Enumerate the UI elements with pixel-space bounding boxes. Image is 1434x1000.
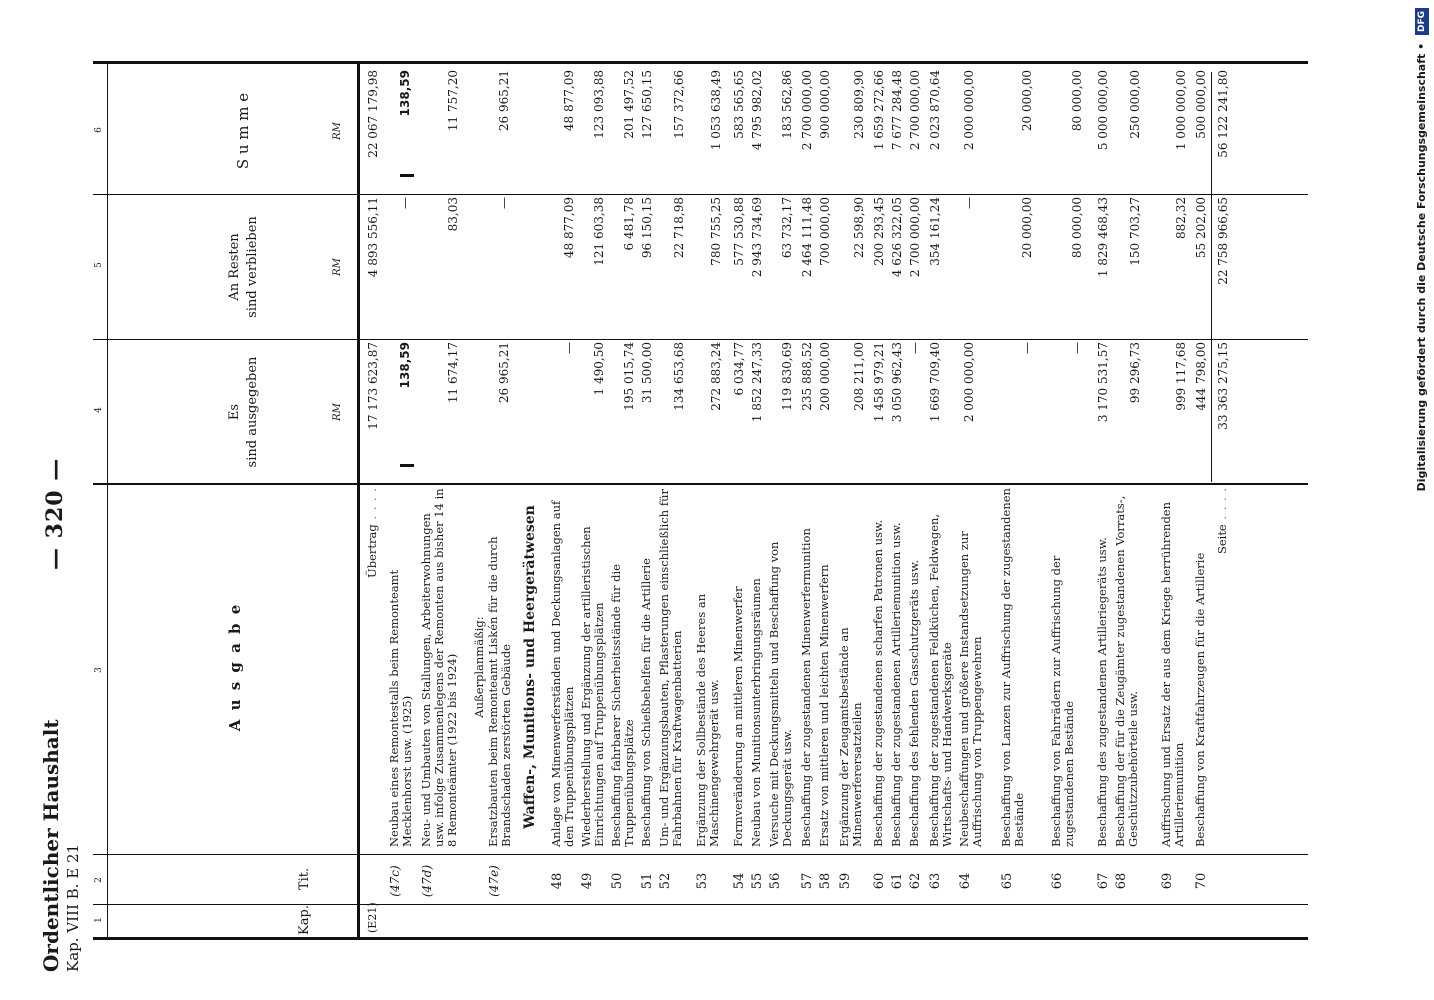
desc-cell: Beschaffung von Lanzen zur Auffrischung der zugestandenen Bestände <box>999 488 1026 847</box>
tit-cell: 51 <box>640 872 655 890</box>
column-number: 5 <box>94 262 104 268</box>
desc-cell: Neubau von Munitionsunterbringungsräumen <box>749 578 763 847</box>
tit-cell: 53 <box>695 872 710 890</box>
ausgegeben-cell: 6 034,77 <box>732 342 746 396</box>
header-subtitle: Kap. VIII B. E 21 <box>64 843 82 972</box>
summe-cell: 1 053 638,49 <box>709 70 723 151</box>
header-resten-line1: An Resten <box>227 233 242 301</box>
sum-rule <box>1211 72 1212 482</box>
desc-cell: Seite . . . . <box>1215 487 1229 555</box>
ausgegeben-cell: 200 000,00 <box>818 342 832 411</box>
resten-cell: 121 603,38 <box>592 197 606 266</box>
summe-cell: 1 000 000,00 <box>1174 70 1188 151</box>
header-tit: Tit. <box>297 867 312 891</box>
desc-cell: Wiederherstellung und Ergänzung der artilleristischen Einrichtungen auf Truppenübungsplätzen <box>579 526 606 847</box>
summe-cell: 11 757,20 <box>446 70 460 132</box>
header-ausgegeben-line1: Es <box>227 403 242 421</box>
side-note-text-block: Digitalisierung gefördert durch die Deutsche Forschungsgemeinschaft • DFG <box>1412 8 1432 993</box>
column-number: 2 <box>94 877 104 883</box>
header-title: Ordentlicher Haushalt <box>39 719 63 972</box>
resten-cell: 200 293,45 <box>872 197 886 266</box>
header-title-block <box>40 719 84 972</box>
tit-cell: 65 <box>1000 872 1015 890</box>
ausgegeben-cell: 444 798,00 <box>1194 342 1208 411</box>
desc-text: Übertrag <box>365 524 379 578</box>
header-kap: Kap. <box>297 905 312 935</box>
desc-cell: Neubau eines Remontestalls beim Remonteamt Mecklenhorst usw. (1925) <box>387 569 414 847</box>
desc-cell: Beschaffung von Kraftfahrzeugen für die Artillerie <box>1193 552 1207 847</box>
resten-cell: 2 943 734,69 <box>750 197 764 278</box>
resten-cell: — <box>962 197 976 209</box>
resten-cell: 4 626 322,05 <box>890 197 904 278</box>
resten-cell: 780 755,25 <box>709 197 723 266</box>
ausgegeben-cell: 272 883,24 <box>709 342 723 411</box>
tit-cell: 55 <box>750 872 765 890</box>
desc-cell: Beschaffung der für die Zeugämter zugestandenen Vorrats-, Geschützzubehörteile usw. <box>1113 495 1140 847</box>
summe-cell: 230 809,90 <box>852 70 866 139</box>
summe-cell: 80 000,00 <box>1070 70 1084 132</box>
dfg-side-note <box>1412 8 1432 993</box>
tit-cell: 57 <box>800 872 815 890</box>
desc-cell: Neubeschaffungen und größere Instandsetzungen zur Auffrischung von Truppengewehren <box>957 531 984 847</box>
tit-cell: 52 <box>658 872 673 890</box>
ausgegeben-cell: 99 296,73 <box>1128 342 1142 404</box>
header-unit: RM <box>332 258 343 276</box>
desc-cell: Beschaffung des zugestandenen Artilleriegeräts usw. <box>1095 537 1109 847</box>
summe-cell: 123 093,88 <box>592 70 606 139</box>
column-number: 6 <box>94 127 104 133</box>
summe-cell: 127 650,15 <box>640 70 654 139</box>
resten-cell: 63 732,17 <box>780 197 794 259</box>
summe-cell: 138,59 <box>398 70 412 117</box>
desc-cell: Beschaffung des fehlenden Gasschutzgeräts usw. <box>907 559 921 847</box>
desc-cell: Beschaffung von Schießbehelfen für die Artillerie <box>639 558 653 847</box>
column-number: 4 <box>94 407 104 413</box>
ausgegeben-cell: 119 830,69 <box>780 342 794 411</box>
resten-cell: 22 718,98 <box>672 197 686 259</box>
summe-cell: 7 677 284,48 <box>890 70 904 151</box>
resten-cell: 150 703,27 <box>1128 197 1142 266</box>
summe-cell: 20 000,00 <box>1020 70 1034 132</box>
ausgegeben-cell: 208 211,00 <box>852 342 866 411</box>
summe-cell: 900 000,00 <box>818 70 832 139</box>
tit-cell: 67 <box>1096 872 1111 890</box>
summe-cell: 157 372,66 <box>672 70 686 139</box>
desc-cell: Formveränderung an mittleren Minenwerfer <box>731 586 745 847</box>
desc-cell: Auffrischung und Ersatz der aus dem Kriege herrührenden Artilleriemunition <box>1159 501 1186 847</box>
desc-cell: Beschaffung von Fahrrädern zur Auffrischung der zugestandenen Bestände <box>1049 555 1076 847</box>
summe-total: 56 122 241,80 <box>1216 70 1230 158</box>
ausgegeben-total: 33 363 275,15 <box>1216 342 1230 430</box>
summe-cell: 26 965,21 <box>497 70 511 132</box>
summe-cell: 250 000,00 <box>1128 70 1142 139</box>
budget-table <box>93 61 1308 940</box>
tit-cell: 69 <box>1160 872 1175 890</box>
resten-cell: 80 000,00 <box>1070 197 1084 259</box>
summe-cell: 500 000,00 <box>1194 70 1208 139</box>
summe-cell: 4 795 982,02 <box>750 70 764 151</box>
summe-cell: 2 000 000,00 <box>962 70 976 151</box>
desc-cell: Versuche mit Deckungsmitteln und Beschaffung von Deckungsgerät usw. <box>767 541 794 847</box>
side-note-text: Digitalisierung gefördert durch die Deutsche Forschungsgemeinschaft <box>1415 53 1428 492</box>
ausgegeben-cell: 134 653,68 <box>672 342 686 411</box>
resten-cell: 354 161,24 <box>928 197 942 266</box>
tit-cell: (47e) <box>487 865 501 897</box>
resten-cell: — <box>398 197 412 209</box>
ausgegeben-cell: 1 490,50 <box>592 342 606 396</box>
resten-cell: 48 877,09 <box>562 197 576 259</box>
ausgegeben-cell: 138,59 <box>398 342 412 389</box>
resten-cell: 55 202,00 <box>1194 197 1208 259</box>
kap-cell: (E21) <box>366 902 379 933</box>
tit-cell: (47c) <box>388 865 402 897</box>
resten-cell: 6 481,78 <box>622 197 636 251</box>
resten-cell: 96 150,15 <box>640 197 654 259</box>
ausgegeben-cell: 1 852 247,33 <box>750 342 764 423</box>
ausgegeben-cell: 11 674,17 <box>446 342 460 404</box>
resten-cell: 2 464 111,48 <box>800 197 814 278</box>
tit-cell: 68 <box>1114 872 1129 890</box>
ausgegeben-cell: — <box>562 342 576 354</box>
tit-cell: 56 <box>768 872 783 890</box>
resten-cell: 2 700 000,00 <box>908 197 922 278</box>
resten-cell: 20 000,00 <box>1020 197 1034 259</box>
tit-cell: (47d) <box>420 864 434 898</box>
tit-cell: 66 <box>1050 872 1065 890</box>
desc-cell: Ersatz von mittleren und leichten Minenwerfern <box>817 564 831 847</box>
desc-cell: Beschaffung der zugestandenen Artilleriemunition usw. <box>889 522 903 847</box>
tit-cell: 54 <box>732 872 747 890</box>
desc-cell: Ergänzung der Zeugamtsbestände an Minenwerferersatzteilen <box>837 627 864 847</box>
resten-cell: 4 893 556,11 <box>366 197 380 278</box>
resten-cell: — <box>497 197 511 209</box>
header-summe: S u m m e <box>234 92 252 170</box>
ausgegeben-cell: 3 170 531,57 <box>1096 342 1110 423</box>
summe-cell: 183 562,86 <box>780 70 794 139</box>
dfg-logo: DFG <box>1415 8 1429 35</box>
desc-cell: Beschaffung der zugestandenen Feldküchen, Feldwagen, Wirtschafts- und Handwerksgeräte <box>927 513 954 847</box>
desc-cell: Anlage von Minenwerferständen und Deckungsanlagen auf den Truppenübungsplätzen <box>549 500 576 847</box>
tit-cell: 48 <box>550 872 565 890</box>
column-number: 3 <box>94 667 104 673</box>
table-body <box>360 64 1308 937</box>
desc-cell: Neu- und Umbauten von Stallungen, Arbeiterwohnungen usw. infolge Zusammenlegens der Remonten aus bisher 14 in 8 Remonteämter (1922 bis 1924) <box>419 488 459 847</box>
desc-text: Seite <box>1215 524 1229 555</box>
tit-cell: 49 <box>580 872 595 890</box>
resten-cell: 882,32 <box>1174 197 1188 239</box>
tit-cell: 59 <box>838 872 853 890</box>
ausgegeben-cell: 195 015,74 <box>622 342 636 411</box>
summe-cell: 2 023 870,64 <box>928 70 942 151</box>
tit-cell: 63 <box>928 872 943 890</box>
desc-cell: Ergänzung der Sollbestände des Heeres an Maschinengewehrgerät usw. <box>694 593 721 847</box>
header-unit: RM <box>332 403 343 421</box>
tit-cell: 58 <box>818 872 833 890</box>
desc-cell: Außerplanmäßig: <box>472 616 486 718</box>
summe-cell: 22 067 179,98 <box>366 70 380 158</box>
ausgegeben-cell: 999 117,68 <box>1174 342 1188 411</box>
section-heading: Waffen-, Munitions- und Heergerätwesen <box>522 505 538 829</box>
desc-cell: Beschaffung fahrbarer Sicherheitsstände für die Truppenübungsplätze <box>609 564 636 847</box>
summe-cell: 583 565,65 <box>732 70 746 139</box>
desc-cell: Um- und Ergänzungsbauten, Pflasterungen einschließlich für Fahrbahnen für Kraftwagenbatterien <box>657 488 684 847</box>
header-ausgabe: A u s g a b e <box>226 602 244 732</box>
summe-cell: 201 497,52 <box>622 70 636 139</box>
page-number: — 320 — <box>42 457 68 570</box>
ausgegeben-cell: 235 888,52 <box>800 342 814 411</box>
tit-cell: 60 <box>872 872 887 890</box>
tit-cell: 70 <box>1194 872 1209 890</box>
resten-cell: 577 530,88 <box>732 197 746 266</box>
resten-cell: 83,03 <box>446 197 460 232</box>
summe-cell: 1 659 272,66 <box>872 70 886 151</box>
ausgegeben-cell: — <box>1070 342 1084 354</box>
ausgegeben-cell: — <box>908 342 922 354</box>
desc-cell: Beschaffung der zugestandenen scharfen Patronen usw. <box>871 519 885 847</box>
resten-cell: 22 598,90 <box>852 197 866 259</box>
header-resten-line2: sind verblieben <box>245 216 260 318</box>
desc-cell: Übertrag . . . . <box>365 487 379 578</box>
tit-cell: 64 <box>958 872 973 890</box>
summe-cell: 2 700 000,00 <box>800 70 814 151</box>
ausgegeben-cell: — <box>1020 342 1034 354</box>
ausgegeben-cell: 2 000 000,00 <box>962 342 976 423</box>
resten-total: 22 758 966,65 <box>1216 197 1230 285</box>
ausgegeben-cell: 26 965,21 <box>497 342 511 404</box>
ausgegeben-cell: 3 050 962,43 <box>890 342 904 423</box>
desc-cell: Beschaffung der zugestandenen Minenwerfermunition <box>799 528 813 847</box>
tit-cell: 50 <box>610 872 625 890</box>
resten-cell: 700 000,00 <box>818 197 832 266</box>
ausgegeben-cell: 1 458 979,21 <box>872 342 886 423</box>
header-ausgegeben-line2: sind ausgegeben <box>245 356 260 468</box>
ausgegeben-cell: 1 669 709,40 <box>928 342 942 423</box>
header-unit: RM <box>332 122 343 140</box>
resten-cell: 1 829 468,43 <box>1096 197 1110 278</box>
ausgegeben-cell: 31 500,00 <box>640 342 654 404</box>
column-number: 1 <box>94 917 104 923</box>
summe-cell: 5 000 000,00 <box>1096 70 1110 151</box>
tit-cell: 62 <box>908 872 923 890</box>
tit-cell: 61 <box>890 872 905 890</box>
summe-cell: 48 877,09 <box>562 70 576 132</box>
desc-cell: Ersatzbauten beim Remonteamt Liskén für die durch Brandschaden zerstörten Gebäude <box>486 536 513 847</box>
summe-cell: 2 700 000,00 <box>908 70 922 151</box>
ausgegeben-cell: 17 173 623,87 <box>366 342 380 430</box>
